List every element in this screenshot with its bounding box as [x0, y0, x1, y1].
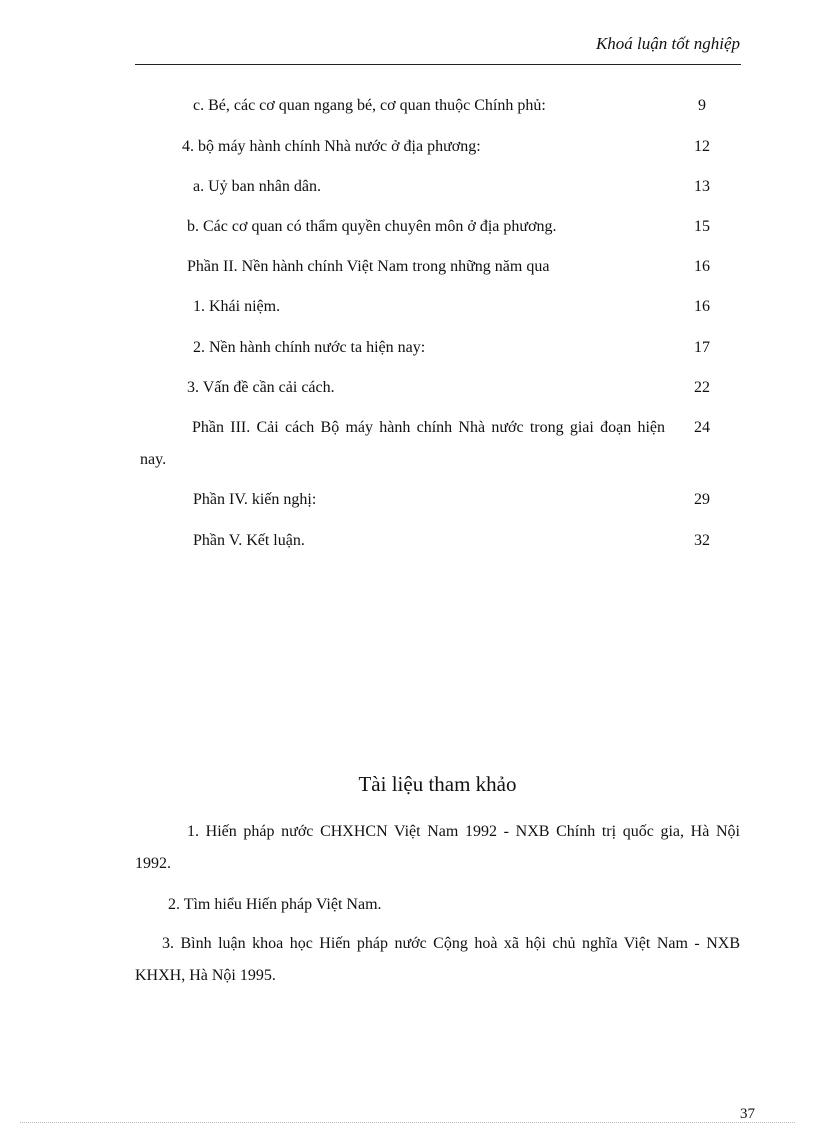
toc-entry-text: 2. Nền hành chính nước ta hiện nay: [193, 339, 426, 356]
toc-entry-page: 16 [694, 298, 710, 315]
toc-entry-text: 4. bộ máy hành chính Nhà nước ở địa phương: [182, 138, 481, 155]
toc-entry-page: 15 [694, 218, 710, 235]
toc-entry-text: Phần II. Nền hành chính Việt Nam trong những năm qua [187, 258, 550, 275]
toc-entry-page: 16 [694, 258, 710, 275]
toc-entry-page: 22 [694, 379, 710, 396]
toc-entry-page: 24 [694, 419, 710, 436]
header-divider [135, 64, 741, 65]
reference-item: 1. Hiến pháp nước CHXHCN Việt Nam 1992 - NXB Chính trị quốc gia, Hà Nội 1992. [135, 823, 740, 872]
toc-entry-page: 29 [694, 491, 710, 508]
toc-entry-text: c. Bé, các cơ quan ngang bé, cơ quan thuộc Chính phủ: [193, 97, 546, 114]
toc-entry-page: 32 [694, 532, 710, 549]
toc-entry-text: b. Các cơ quan có thẩm quyền chuyên môn ở địa phương. [187, 218, 557, 235]
toc-entry-text: 1. Khái niệm. [193, 298, 281, 315]
reference-item: 2. Tìm hiểu Hiến pháp Việt Nam. [168, 896, 382, 913]
header-title: Khoá luận tốt nghiệp [595, 34, 740, 53]
references-title: Tài liệu tham khảo [358, 772, 517, 796]
toc-entry-page: 13 [694, 178, 710, 195]
toc-entry-page: 17 [694, 339, 710, 356]
page-number: 37 [740, 1106, 755, 1122]
toc-entry-page: 9 [698, 97, 706, 114]
toc-entry-text: a. Uỷ ban nhân dân. [193, 178, 321, 195]
toc-entry-text: 3. Vấn đề cần cải cách. [187, 379, 335, 396]
toc-entry-page: 12 [694, 138, 710, 155]
toc-entry-text: Phần III. Cải cách Bộ máy hành chính Nhà nước trong giai đoạn hiện nay. [140, 419, 665, 468]
toc-entry-text: Phần V. Kết luận. [193, 532, 305, 549]
toc-entry-text: Phần IV. kiến nghị: [193, 491, 317, 508]
reference-item: 3. Bình luận khoa học Hiến pháp nước Cộng hoà xã hội chủ nghĩa Việt Nam - NXB KHXH, Hà Nội 1995. [135, 935, 740, 984]
